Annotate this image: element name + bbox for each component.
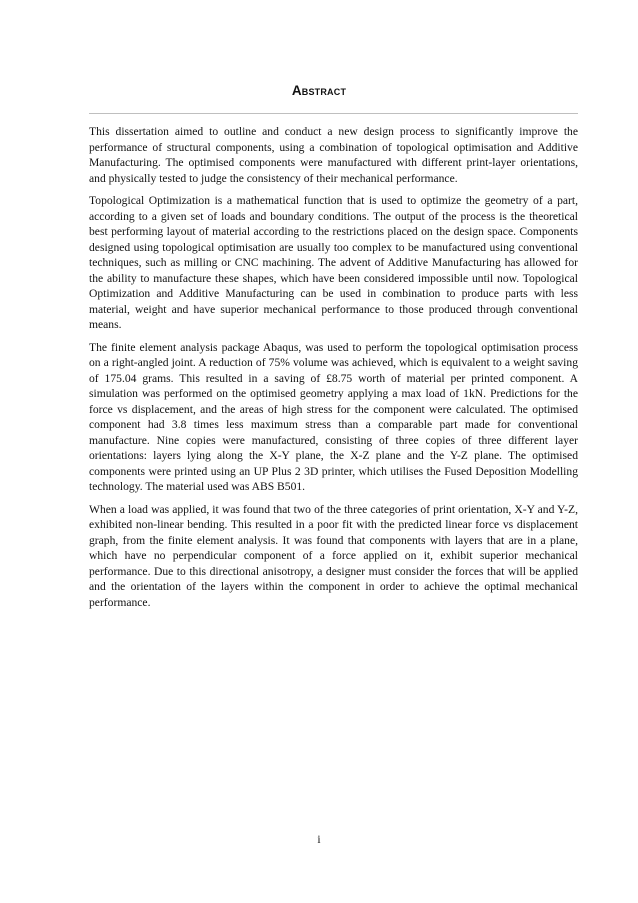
abstract-heading <box>0 83 638 99</box>
abstract-paragraph-3: The finite element analysis package Abaqus, was used to perform the topological optimisation process on a right-angled joint. A reduction of 75% volume was achieved, which is equivalent to a weight saving of 175.04 grams. This resulted in a saving of £8.75 worth of material per printed component. A simulation was performed on the optimised geometry applying a max load of 1kN. Predictions for the force vs displacement, and the areas of high stress for the component were calculated. The optimised component had 3.8 times less maximum stress than a comparable part made for conventional manufacture. Nine copies were manufactured, consisting of three copies of three different layer orientations: layers lying along the X-Y plane, the X-Z plane and the Y-Z plane. The optimised components were printed using an UP Plus 2 3D printer, which utilises the Fused Deposition Modelling technology. The material used was ABS B501. <box>89 340 578 493</box>
abstract-heading-text: Abstract <box>291 83 347 98</box>
abstract-paragraph-4: When a load was applied, it was found that two of the three categories of print orientation, X-Y and Y-Z, exhibited non-linear bending. This resulted in a poor fit with the predicted linear force vs displacement graph, from the finite element analysis. It was found that components with layers that are in a plane, which have no perpendicular component of a force applied on it, exhibit superior mechanical performance. Due to this directional anisotropy, a designer must consider the forces that will be applied and the orientation of the layers within the component in order to achieve the optimal mechanical performance. <box>89 502 578 609</box>
abstract-paragraph-1: This dissertation aimed to outline and conduct a new design process to significantly improve the performance of structural components, using a combination of topological optimisation and Additive Manufacturing. The optimised components were manufactured with different print-layer orientations, and physically tested to judge the consistency of their mechanical performance. <box>89 125 578 185</box>
page-number: i <box>317 833 321 846</box>
heading-divider <box>89 113 578 114</box>
abstract-paragraph-2: Topological Optimization is a mathematical function that is used to optimize the geometry of a part, according to a given set of loads and boundary conditions. The output of the process is the theoretical best performing layout of material according to the restrictions placed on the design space. Components designed using topological optimisation are usually too complex to be manufactured using conventional techniques, such as milling or CNC machining. The advent of Additive Manufacturing has allowed for the ability to manufacture these shapes, which have been considered impossible until now. Topological Optimization and Additive Manufacturing can be used in combination to produce parts with less material, weight and have superior mechanical performance to those produced through conventional means. <box>89 194 578 331</box>
abstract-body <box>89 124 578 617</box>
